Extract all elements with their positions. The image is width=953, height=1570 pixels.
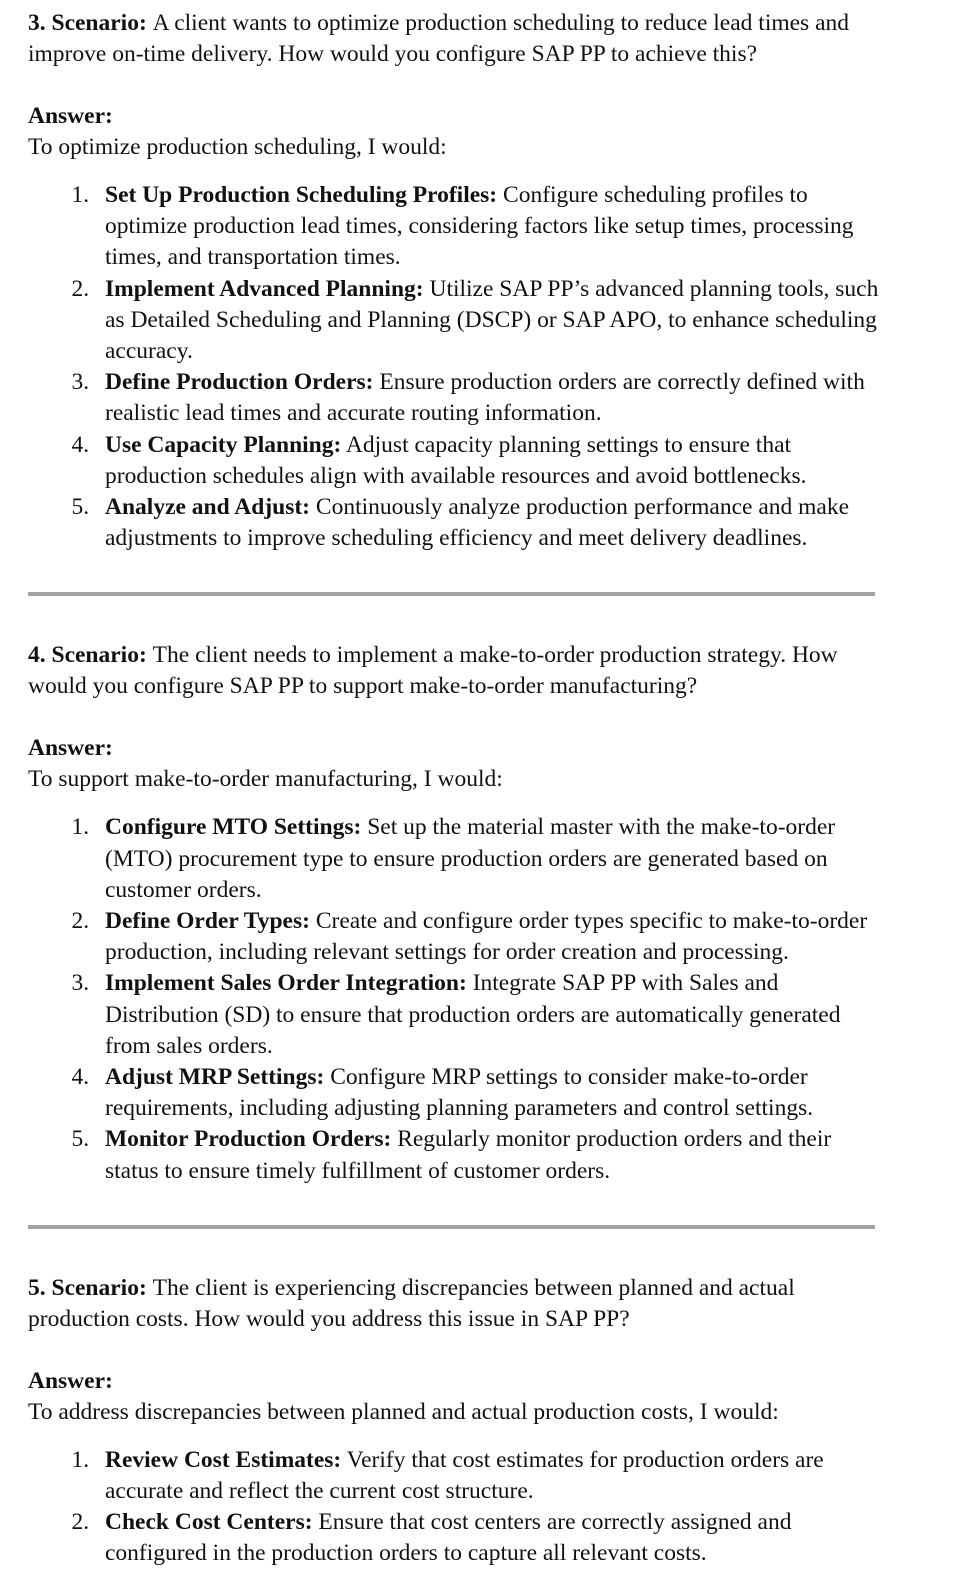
- answer-heading: Answer:: [28, 735, 113, 762]
- step-body: Utilize SAP PP’s advanced planning tools, such as Detailed Scheduling and Planning (DSCP) or SAP APO, to enhance scheduling accuracy.: [105, 275, 879, 365]
- spacer: [28, 554, 880, 592]
- answer-lead-in: To address discrepancies between planned and actual production costs, I would:: [28, 1398, 779, 1425]
- step-body: Regularly monitor production orders and their status to ensure timely fulfillment of customer orders.: [105, 1126, 832, 1184]
- step-title: Implement Sales Order Integration:: [105, 970, 467, 997]
- step-title: Check Cost Centers:: [105, 1509, 313, 1536]
- answer-step-list: [28, 180, 880, 554]
- spacer: [28, 1335, 880, 1366]
- answer-lead-in: To support make-to-order manufacturing, I would:: [28, 766, 503, 793]
- step-body: Integrate SAP PP with Sales and Distribution (SD) to ensure that production orders are automatically generated from sales orders.: [105, 970, 841, 1059]
- answer-heading: Answer:: [28, 1367, 113, 1394]
- spacer: [28, 70, 880, 101]
- step-title: Set Up Production Scheduling Profiles:: [105, 182, 498, 208]
- step-title: Analyze and Adjust:: [105, 494, 311, 521]
- step-title: Define Production Orders:: [105, 369, 374, 396]
- spacer: [28, 1428, 880, 1445]
- scenario-paragraph: [28, 8, 880, 70]
- scenario-number: 4.: [28, 642, 46, 669]
- list-item: [95, 1507, 880, 1569]
- step-title: Define Order Types:: [105, 908, 310, 935]
- list-item: [95, 492, 880, 554]
- step-body: Continuously analyze production performance and make adjustments to improve scheduling efficiency and meet delivery deadlines.: [105, 494, 850, 552]
- step-body: Verify that cost estimates for production orders are accurate and reflect the current cost structure.: [105, 1446, 824, 1505]
- scenario-question-text: The client needs to implement a make-to-order production strategy. How would you configure SAP PP to support make-to-order manufacturing?: [28, 642, 838, 700]
- qa-block-question-3: [28, 8, 880, 554]
- list-item: [95, 906, 880, 968]
- qa-block-question-5: [28, 1273, 880, 1570]
- scenario-label-text: Scenario:: [51, 1274, 147, 1301]
- step-title: Review Cost Estimates:: [105, 1446, 342, 1473]
- step-title: Implement Advanced Planning:: [105, 275, 424, 302]
- step-body: Ensure production orders are correctly defined with realistic lead times and accurate routing information.: [105, 369, 865, 427]
- answer-lead-in: To optimize production scheduling, I would:: [28, 134, 447, 160]
- scenario-number: 3.: [28, 10, 46, 36]
- list-item: [95, 1445, 880, 1507]
- scenario-number: 5.: [28, 1274, 46, 1301]
- spacer: [28, 702, 880, 733]
- qa-block-question-4: [28, 640, 880, 1186]
- list-item: [95, 367, 880, 429]
- list-item: [95, 1062, 880, 1124]
- spacer: [28, 1229, 880, 1273]
- scenario-paragraph: [28, 640, 880, 702]
- list-item: [95, 274, 880, 368]
- scenario-question-text: The client is experiencing discrepancies between planned and actual production costs. How would you address this issue in SAP PP?: [28, 1274, 795, 1332]
- scenario-label-text: Scenario:: [51, 10, 147, 36]
- list-item: [95, 180, 880, 274]
- step-title: Configure MTO Settings:: [105, 814, 362, 841]
- list-item: [95, 1124, 880, 1186]
- step-body: Adjust capacity planning settings to ensure that production schedules align with available resources and avoid bottlenecks.: [105, 431, 807, 489]
- answer-step-list: [28, 812, 880, 1186]
- list-item: [95, 430, 880, 492]
- step-body: Ensure that cost centers are correctly assigned and configured in the production orders to capture all relevant costs.: [105, 1509, 792, 1567]
- scenario-paragraph: [28, 1273, 880, 1335]
- step-body: Create and configure order types specific to make-to-order production, including relevant settings for order creation and processing.: [105, 908, 868, 966]
- step-body: Configure scheduling profiles to optimize production lead times, considering factors like setup times, processing times, and transportation times.: [105, 182, 854, 271]
- list-item: [95, 812, 880, 906]
- step-title: Adjust MRP Settings:: [105, 1064, 325, 1091]
- spacer: [28, 795, 880, 812]
- spacer: [28, 163, 880, 180]
- step-title: Use Capacity Planning:: [105, 431, 342, 458]
- answer-step-list: [28, 1445, 880, 1570]
- answer-heading: Answer:: [28, 103, 113, 129]
- spacer: [28, 596, 880, 640]
- step-title: Monitor Production Orders:: [105, 1126, 392, 1153]
- scenario-question-text: A client wants to optimize production scheduling to reduce lead times and improve on-time delivery. How would you configure SAP PP to achieve this?: [28, 10, 850, 67]
- step-body: Configure MRP settings to consider make-to-order requirements, including adjusting planning parameters and control settings.: [105, 1064, 814, 1122]
- scenario-label-text: Scenario:: [51, 642, 147, 669]
- list-item: [95, 968, 880, 1062]
- spacer: [28, 1187, 880, 1225]
- step-body: Set up the material master with the make-to-order (MTO) procurement type to ensure production orders are generated based on customer orders.: [105, 814, 836, 903]
